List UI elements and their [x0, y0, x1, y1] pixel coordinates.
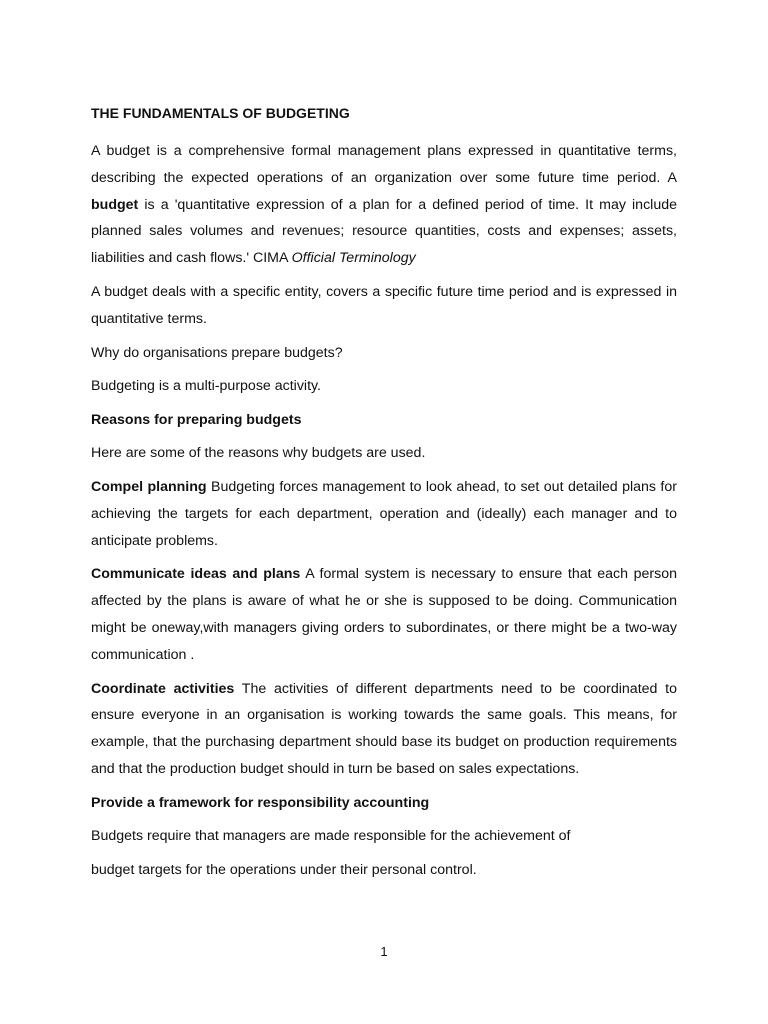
text-coordinate: The activities of different departments need to be coordinated to ensure everyone in an organisation is working towards the same goals. This means, for example, that the purchasing department should base its budget on production requirements and that the production budget should in turn be based on sales expectations. — [91, 680, 677, 777]
heading-reasons: Reasons for preparing budgets — [91, 412, 302, 429]
paragraph-definition-text-a: A budget is a comprehensive formal management plans expressed in quantitative terms, describing the expected operations of an organization over some future time period. A — [91, 143, 677, 186]
paragraph-multipurpose: Budgeting is a multi-purpose activity. — [91, 378, 321, 395]
heading-framework: Provide a framework for responsibility accounting — [91, 794, 430, 811]
paragraph-entity: A budget deals with a specific entity, covers a specific future time period and is expressed in quantitative terms. — [91, 283, 677, 327]
paragraph-definition — [91, 138, 677, 272]
term-coordinate: Coordinate activities — [91, 680, 235, 697]
paragraph-responsibility-2: budget targets for the operations under their personal control. — [91, 861, 477, 878]
document-title: THE FUNDAMENTALS OF BUDGETING — [91, 105, 350, 121]
page-number: 1 — [380, 944, 388, 959]
paragraph-coordinate — [91, 676, 677, 783]
paragraph-responsibility-1: Budgets require that managers are made responsible for the achievement of — [91, 827, 571, 844]
paragraph-reasons-intro: Here are some of the reasons why budgets are used. — [91, 445, 426, 462]
paragraph-question: Why do organisations prepare budgets? — [91, 344, 343, 361]
term-compel-planning: Compel planning — [91, 478, 207, 495]
text-compel-planning: Budgeting forces management to look ahead, to set out detailed plans for achieving the targets for each department, operation and (ideally) each manager and to anticipate problems. — [91, 478, 677, 549]
paragraph-compel-planning — [91, 474, 677, 554]
paragraph-definition-bold-term: budget — [91, 196, 139, 213]
text-communicate: A formal system is necessary to ensure that each person affected by the plans is aware of what he or she is supposed to be doing. Communication might be oneway,with managers giving orders to subordinates, or there might be a two-way communication . — [91, 566, 677, 663]
paragraph-definition-text-c: is a 'quantitative expression of a plan for a defined period of time. It may include planned sales volumes and revenues; resource quantities, costs and expenses; assets, liabilities and cash flows.' CIMA — [91, 196, 677, 267]
paragraph-definition-italic-source: Official Terminology — [291, 250, 416, 267]
paragraph-communicate — [91, 561, 677, 668]
term-communicate: Communicate ideas and plans — [91, 566, 301, 583]
